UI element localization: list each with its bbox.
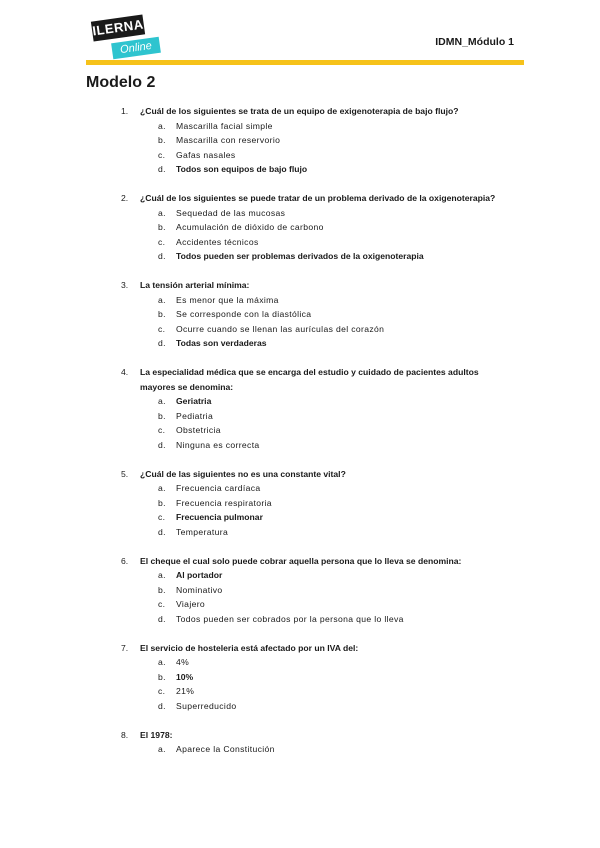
option-letter: a. bbox=[158, 483, 166, 493]
option-d bbox=[0, 438, 600, 453]
option-text: Superreducido bbox=[176, 700, 237, 711]
option-text: Todas son verdaderas bbox=[176, 338, 267, 348]
question-number: 8. bbox=[121, 729, 129, 740]
option-b bbox=[0, 307, 600, 322]
question-6 bbox=[0, 554, 600, 627]
option-c bbox=[0, 423, 600, 438]
option-text: Todos pueden ser problemas derivados de la oxigenoterapia bbox=[176, 251, 424, 261]
option-text: Temperatura bbox=[176, 526, 229, 537]
option-letter: c. bbox=[158, 599, 166, 609]
option-text: Mascarilla facial simple bbox=[176, 120, 273, 131]
option-text: 21% bbox=[176, 686, 195, 696]
option-d bbox=[0, 699, 600, 714]
option-letter: d. bbox=[158, 613, 166, 624]
option-letter: b. bbox=[158, 410, 166, 421]
option-d bbox=[0, 162, 600, 177]
option-letter: c. bbox=[158, 149, 166, 160]
option-d bbox=[0, 249, 600, 264]
option-b bbox=[0, 583, 600, 598]
option-text: Nominativo bbox=[176, 584, 223, 595]
option-letter: d. bbox=[158, 251, 166, 261]
question-text: El cheque el cual solo puede cobrar aquella persona que lo lleva se denomina: bbox=[140, 555, 462, 566]
option-a bbox=[0, 206, 600, 221]
option-c bbox=[0, 510, 600, 525]
logo-wordmark: ILERNA bbox=[91, 14, 145, 41]
question-list bbox=[0, 104, 600, 771]
question-text: ¿Cuál de los siguientes se puede tratar de un problema derivado de la oxigenoterapia? bbox=[140, 193, 496, 203]
option-text: Es menor que la máxima bbox=[176, 294, 279, 305]
option-letter: a. bbox=[158, 396, 166, 406]
option-letter: c. bbox=[158, 236, 166, 247]
option-letter: b. bbox=[158, 497, 166, 508]
option-letter: a. bbox=[158, 207, 166, 218]
option-d bbox=[0, 336, 600, 351]
question-5 bbox=[0, 467, 600, 540]
option-a bbox=[0, 742, 600, 757]
question-8 bbox=[0, 728, 600, 757]
question-number: 7. bbox=[121, 642, 129, 653]
question-text: La especialidad médica que se encarga del estudio y cuidado de pacientes adultos mayores se denomina: bbox=[140, 367, 479, 392]
option-a bbox=[0, 481, 600, 496]
question-number: 6. bbox=[121, 555, 129, 566]
option-letter: b. bbox=[158, 671, 166, 682]
question-number: 5. bbox=[121, 468, 129, 479]
option-b bbox=[0, 220, 600, 235]
option-letter: d. bbox=[158, 164, 166, 174]
option-c bbox=[0, 235, 600, 250]
module-label: IDMN_Módulo 1 bbox=[435, 36, 514, 48]
option-a bbox=[0, 568, 600, 583]
question-2 bbox=[0, 191, 600, 264]
option-text: Ocurre cuando se llenan las aurículas del corazón bbox=[176, 323, 385, 334]
option-text: Se corresponde con la diastólica bbox=[176, 309, 312, 319]
option-letter: c. bbox=[158, 686, 166, 696]
logo-tagline: Online bbox=[111, 37, 161, 60]
option-text: 4% bbox=[176, 657, 190, 667]
option-letter: c. bbox=[158, 323, 166, 334]
question-text: ¿Cuál de los siguientes se trata de un equipo de exigenoterapia de bajo flujo? bbox=[140, 106, 459, 116]
question-text: La tensión arterial mínima: bbox=[140, 280, 250, 290]
option-a bbox=[0, 119, 600, 134]
option-letter: d. bbox=[158, 526, 166, 537]
page-title: Modelo 2 bbox=[86, 74, 156, 91]
question-number: 2. bbox=[121, 193, 129, 203]
option-letter: b. bbox=[158, 135, 166, 145]
question-text: El servicio de hosteleria está afectado por un IVA del: bbox=[140, 642, 359, 653]
option-letter: d. bbox=[158, 439, 166, 450]
question-text: ¿Cuál de las siguientes no es una constante vital? bbox=[140, 468, 346, 479]
option-text: Acumulación de dióxido de carbono bbox=[176, 222, 324, 232]
option-letter: a. bbox=[158, 294, 166, 305]
option-text: Geriatria bbox=[176, 396, 212, 406]
option-text: Pediatria bbox=[176, 410, 214, 421]
option-text: Accidentes técnicos bbox=[176, 236, 259, 247]
option-c bbox=[0, 597, 600, 612]
option-a bbox=[0, 293, 600, 308]
option-d bbox=[0, 612, 600, 627]
option-letter: b. bbox=[158, 309, 166, 319]
option-letter: b. bbox=[158, 222, 166, 232]
question-4 bbox=[0, 365, 600, 452]
option-letter: b. bbox=[158, 584, 166, 595]
option-letter: d. bbox=[158, 338, 166, 348]
option-b bbox=[0, 496, 600, 511]
question-7 bbox=[0, 641, 600, 714]
option-text: Aparece la Constitución bbox=[176, 744, 275, 754]
question-1 bbox=[0, 104, 600, 177]
option-text: Todos son equipos de bajo flujo bbox=[176, 164, 308, 174]
option-text: Mascarilla con reservorio bbox=[176, 135, 281, 145]
option-b bbox=[0, 670, 600, 685]
option-letter: a. bbox=[158, 120, 166, 131]
option-text: Frecuencia pulmonar bbox=[176, 512, 263, 522]
option-a bbox=[0, 394, 600, 409]
option-b bbox=[0, 133, 600, 148]
option-letter: c. bbox=[158, 512, 166, 522]
option-c bbox=[0, 322, 600, 337]
ilerna-logo bbox=[92, 18, 164, 58]
option-text: Todos pueden ser cobrados por la persona que lo lleva bbox=[176, 613, 404, 624]
option-text: Frecuencia respiratoria bbox=[176, 497, 272, 508]
question-number: 4. bbox=[121, 367, 129, 377]
option-text: 10% bbox=[176, 671, 194, 682]
option-text: Sequedad de las mucosas bbox=[176, 207, 286, 218]
option-text: Frecuencia cardíaca bbox=[176, 483, 261, 493]
option-d bbox=[0, 525, 600, 540]
question-3 bbox=[0, 278, 600, 351]
option-letter: c. bbox=[158, 425, 166, 435]
question-number: 3. bbox=[121, 280, 129, 290]
option-c bbox=[0, 684, 600, 699]
header-divider bbox=[86, 60, 524, 65]
option-text: Gafas nasales bbox=[176, 149, 236, 160]
option-text: Viajero bbox=[176, 599, 206, 609]
question-text: El 1978: bbox=[140, 729, 173, 740]
option-text: Ninguna es correcta bbox=[176, 439, 260, 450]
question-number: 1. bbox=[121, 106, 129, 116]
option-a bbox=[0, 655, 600, 670]
option-b bbox=[0, 409, 600, 424]
option-text: Al portador bbox=[176, 570, 223, 580]
option-c bbox=[0, 148, 600, 163]
option-letter: d. bbox=[158, 700, 166, 711]
option-letter: a. bbox=[158, 657, 166, 667]
option-letter: a. bbox=[158, 744, 166, 754]
option-letter: a. bbox=[158, 570, 166, 580]
option-text: Obstetricia bbox=[176, 425, 221, 435]
